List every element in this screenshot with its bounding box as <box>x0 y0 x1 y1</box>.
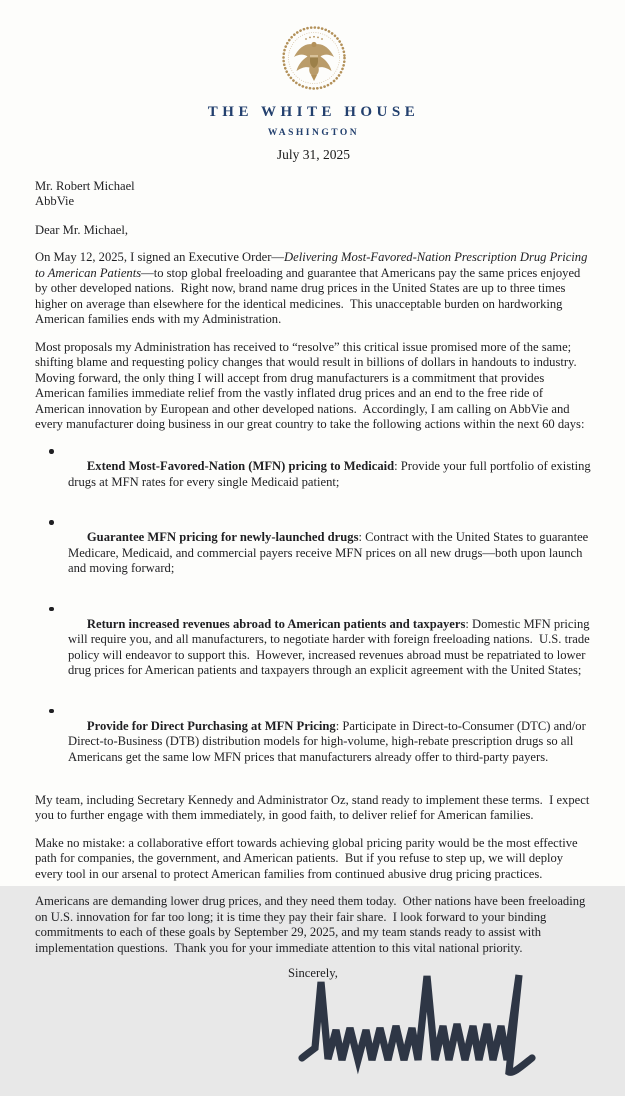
bullet-item-revenues <box>68 601 592 694</box>
body-paragraph-5: Americans are demanding lower drug prices, and they need them today. Other nations have been freeloading on U.S. innovation for far too long; it is time they pay their fair share. I look forward to your binding commitments to each of these goals by September 29, 2025, and my team stands ready to assist with implementation questions. Thank you for your immediate attention to this vital national priority. <box>35 894 589 955</box>
bullet-lead: Return increased revenues abroad to American patients and taxpayers <box>86 616 466 631</box>
body-paragraph-2: Most proposals my Administration has received to “resolve” this critical issue promised more of the same; shifting blame and requesting policy changes that would result in billions of dollars in handouts to industry. Moving forward, the only thing I will accept from drug manufacturers is a commitment that provides American families immediate relief from the vastly inflated drug prices and an end to the free ride of American innovation by European and other developed nations. Accordingly, I am calling on AbbVie and every manufacturer doing business in our great country to take the following actions within the next 60 days: <box>35 339 585 431</box>
bullet-lead: Extend Most-Favored-Nation (MFN) pricing to Medicaid <box>86 459 395 473</box>
letter-date: July 31, 2025 <box>276 147 351 162</box>
bullet-marker <box>49 449 54 454</box>
org-name: THE WHITE HOUSE <box>207 104 420 120</box>
body-paragraph-1: On May 12, 2025, I signed an Executive Order—Delivering Most-Favored-Nation Prescription Drug Pricing to American Patients—to stop global freeloading and guarantee that Americans pay the same prices enjoyed by other developed nations. Right now, brand name drug prices in the United States are up to three times higher on average than elsewhere for the identical medicines. This unacceptable burden on hardworking American families ends with my Administration. <box>35 250 591 326</box>
closing-block <box>35 966 592 1096</box>
bullet-list <box>35 444 592 781</box>
recipient-company: AbbVie <box>35 194 75 208</box>
bullet-item-medicaid <box>68 444 592 506</box>
bullet-marker <box>49 709 54 714</box>
bullet-text: : Participate in Direct-to-Consumer (DTC) and/or Direct-to-Business (DTB) distribution models for high-volume, high-rebate prescription drugs so all Americans get the same low MFN prices that manufacturers already offer to third-party payers. <box>68 718 589 764</box>
bullet-marker <box>49 520 54 525</box>
bullet-item-direct-purchasing <box>68 703 592 781</box>
bullet-item-new-drugs <box>68 515 592 593</box>
recipient-name: Mr. Robert Michael <box>35 179 135 193</box>
bullet-lead: Guarantee MFN pricing for newly-launched drugs <box>86 530 359 544</box>
salutation: Dear Mr. Michael, <box>35 223 129 237</box>
letterhead <box>35 24 592 163</box>
signature-image <box>290 968 540 1088</box>
body-paragraph-4: Make no mistake: a collaborative effort towards achieving global pricing parity would be the most effective path for companies, the government, and American patients. But if you refuse to step up, we will deploy every tool in our arsenal to protect American families from continued abusive drug pricing practices. <box>35 835 581 881</box>
valediction: Sincerely, <box>288 966 338 980</box>
bullet-text: : Provide your full portfolio of existing drugs at MFN rates for every single Medicaid patient; <box>68 459 594 489</box>
recipient-block <box>35 179 592 209</box>
presidential-seal-icon <box>280 24 348 92</box>
org-city: WASHINGTON <box>267 128 360 138</box>
bullet-text: : Contract with the United States to guarantee Medicare, Medicaid, and commercial payers receive MFN prices on all new drugs—both upon launch and moving forward; <box>68 530 592 575</box>
bullet-text: : Domestic MFN pricing will require you, and all manufacturers, to negotiate harder with foreign freeloading nations. U.S. trade policy will endeavor to support this. However, increased revenues abroad must be repatriated to lower drug prices for American patients and taxpayers through an explicit agreement with the United States; <box>68 616 593 677</box>
bullet-marker <box>49 607 54 612</box>
body-paragraph-3: My team, including Secretary Kennedy and Administrator Oz, stand ready to implement these terms. I expect you to further engage with them immediately, in good faith, to deliver relief for American families. <box>35 792 593 822</box>
bullet-lead: Provide for Direct Purchasing at MFN Pricing <box>86 718 336 733</box>
